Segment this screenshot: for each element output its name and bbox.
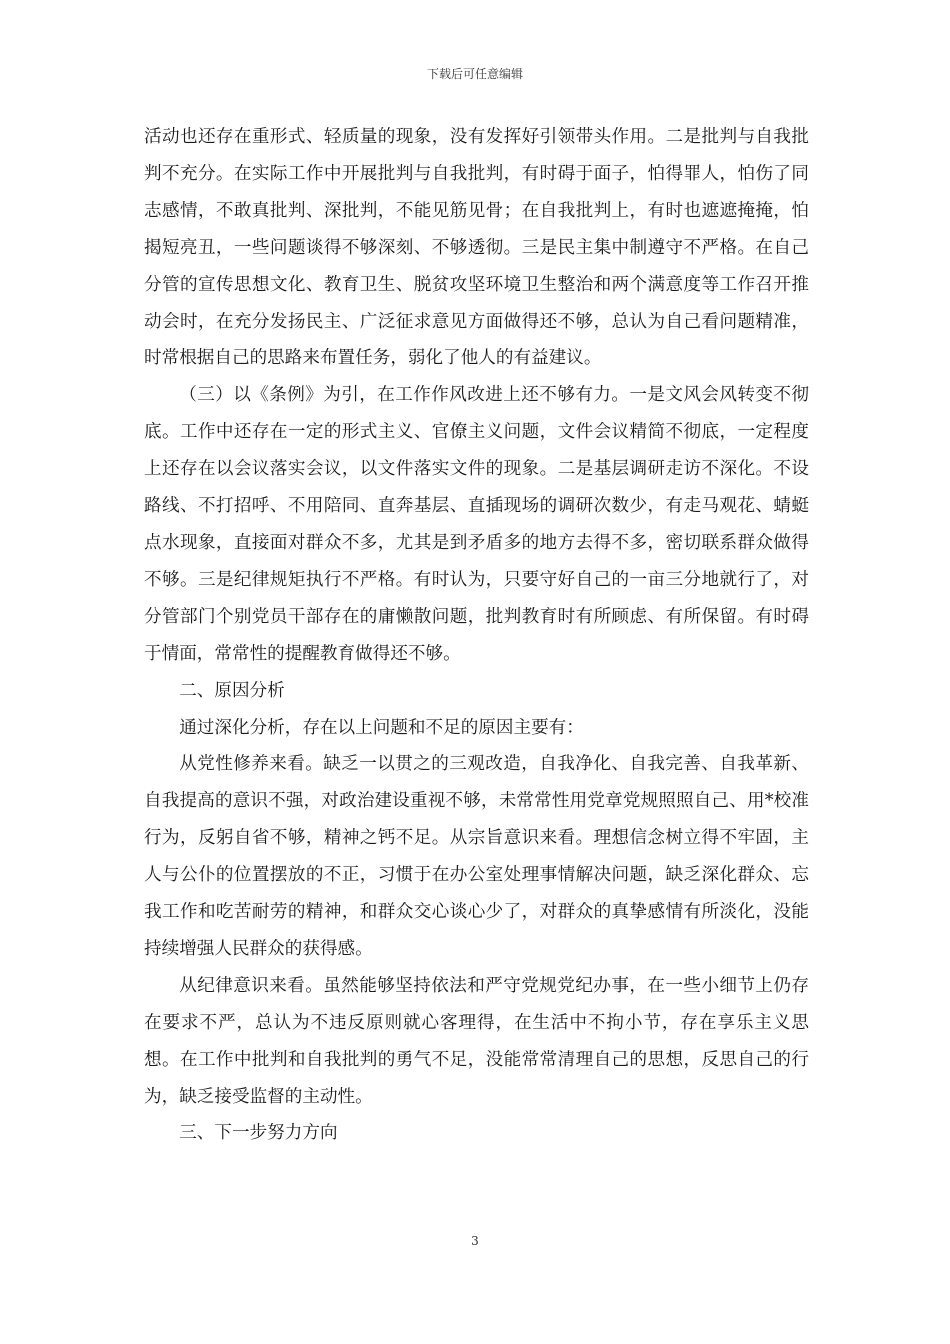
paragraph-continuation: 活动也还存在重形式、轻质量的现象，没有发挥好引领带头作用。二是批判与自我批判不充分。在实际工作中开展批判与自我批判，有时碍于面子，怕得罪人，怕伤了同志感情，不敢真批判、深批判，不能见筋见骨；在自我批判上，有时也遮遮掩掩，怕揭短亮丑，一些问题谈得不够深刻、不够透彻。三是民主集中制遵守不严格。在自己分管的宣传思想文化、教育卫生、脱贫攻坚环境卫生整治和两个满意度等工作召开推动会时，在充分发扬民主、广泛征求意见方面做得还不够，总认为自己看问题精准，时常根据自己的思路来布置任务，弱化了他人的有益建议。 xyxy=(144,127,809,369)
paragraph-cause-intro: 通过深化分析，存在以上问题和不足的原因主要有： xyxy=(179,717,584,738)
heading-next-steps: 三、下一步努力方向 xyxy=(179,1123,338,1144)
page-number: 3 xyxy=(471,1234,479,1248)
document-body xyxy=(144,119,809,1152)
paragraph-party-spirit: 从党性修养来看。缺乏一以贯之的三观改造，自我净化、自我完善、自我革新、自我提高的意识不强，对政治建设重视不够，未常常性用党章党规照照自己、用*校准行为，反躬自省不够，精神之钙不足。从宗旨意识来看。理想信念树立得不牢固，主人与公仆的位置摆放的不正，习惯于在办公室处理事情解决问题，缺乏深化群众、忘我工作和吃苦耐劳的精神，和群众交心谈心少了，对群众的真挚感情有所淡化，没能持续增强人民群众的获得感。 xyxy=(144,754,809,959)
paragraph-discipline-awareness: 从纪律意识来看。虽然能够坚持依法和严守党规党纪办事，在一些小细节上仍存在要求不严，总认为不违反原则就心客理得，在生活中不拘小节，存在享乐主义思想。在工作中批判和自我批判的勇气不足，没能常常清理自己的思想，反思自己的行为，缺乏接受监督的主动性。 xyxy=(144,975,809,1107)
page-header: 下载后可任意编辑 xyxy=(426,67,523,81)
paragraph-section-three-work-style: （三）以《条例》为引，在工作作风改进上还不够有力。一是文风会风转变不彻底。工作中还存在一定的形式主义、官僚主义问题，文件会议精简不彻底，一定程度上还存在以会议落实会议，以文件落实文件的现象。二是基层调研走访不深化。不设路线、不打招呼、不用陪同、直奔基层、直插现场的调研次数少，有走马观花、蜻蜓点水现象，直接面对群众不多，尤其是到矛盾多的地方去得不多，密切联系群众做得不够。三是纪律规矩执行不严格。有时认为，只要守好自己的一亩三分地就行了，对分管部门个别党员干部存在的庸懒散问题，批判教育时有所顾虑、有所保留。有时碍于情面，常常性的提醒教育做得还不够。 xyxy=(144,385,809,664)
heading-cause-analysis: 二、原因分析 xyxy=(179,680,285,701)
